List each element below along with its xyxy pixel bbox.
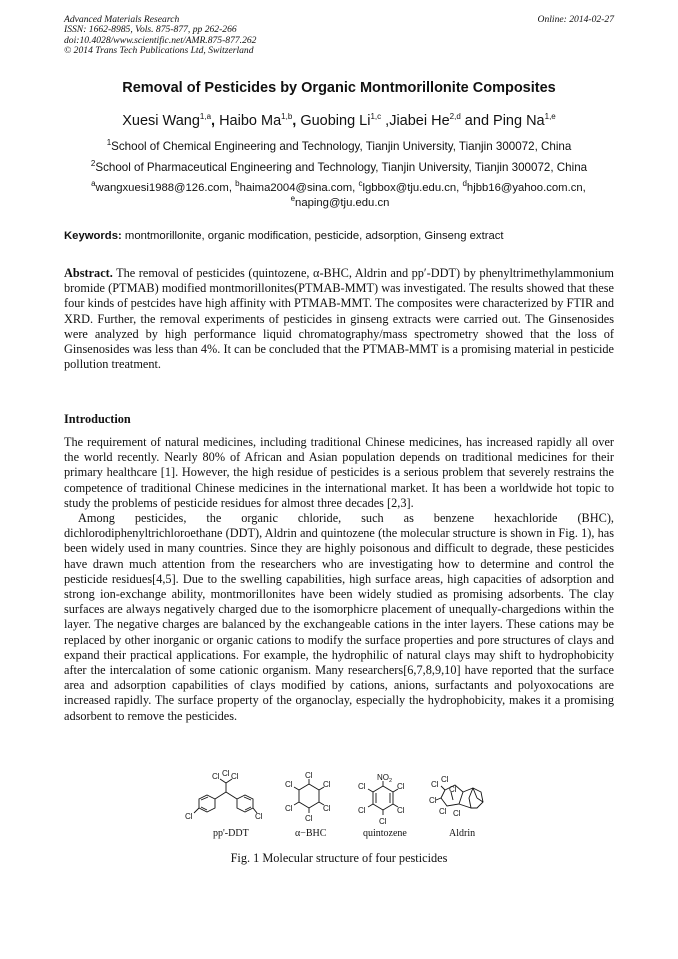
- section-heading-introduction: Introduction: [64, 412, 131, 426]
- atom-label: Cl: [397, 782, 405, 791]
- atom-label: Cl: [285, 804, 293, 813]
- keywords-label: Keywords:: [64, 230, 122, 242]
- atom-label: Cl: [397, 806, 405, 815]
- atom-label: Cl: [305, 771, 313, 780]
- paragraph: Among pesticides, the organic chloride, such as benzene hexachloride (BHC), dichlorodiphenyltrichloroethane (DDT), Aldrin and quintozene (the molecular structure is shown in Fig. 1), has been widely used in many countries. Since they are highly poisonous and difficult to degrade, these pesticides have drawn much attention from the researchers who are investigating how to determine and control the pesticide residues[4,5]. Due to the swelling capabilities, high surface areas, high capacities of adsorption and strong ion-exchange ability, montmorillonites have been widely studied as promising adsorbents. The clay surfaces are always negatively charged due to the isomorphicre placement of unequally-chargedions within the layer. The negative charges are balanced by the exchangeable cations in the inter layers. These cations may be replaced by other inorganic or organic cations to modify the surface properties and pore structures of clays and expand their practical applications. For example, the hydrophilic of natural clays may shift to hydrophobicity after the intercalation of some cationic organism. Many researchers[6,7,8,9,10] have reported that the surface area and adsorption capabilities of clays modified by cations, anions, surfactants and polyoxocations are increased rapidly. The surface property of the organoclay, especially the hydrophobicity, makes it a promising adsorbent to remove the pesticides.: [64, 511, 614, 723]
- email-mark: d: [462, 179, 467, 189]
- abstract: [64, 266, 614, 372]
- journal-header: [64, 15, 256, 57]
- email-list: [70, 181, 610, 211]
- atom-label: Cl: [323, 780, 331, 789]
- email-mark: e: [290, 194, 296, 204]
- email-mark: a: [91, 179, 96, 189]
- atom-label: Cl: [429, 796, 437, 805]
- email-address[interactable]: lgbbox@tju.edu.cn,: [362, 182, 463, 194]
- atom-label: Cl: [305, 814, 313, 823]
- issn-line: ISSN: 1662-8985, Vols. 875-877, pp 262-266: [64, 24, 237, 36]
- affiliation-2: [0, 161, 678, 174]
- email-mark: b: [235, 179, 240, 189]
- paragraph: The requirement of natural medicines, including traditional Chinese medicines, has increased rapidly all over the world recently. Nearly 80% of African and Asian population depends on traditional medicines for their primary healthcare [1]. However, the high residue of pesticides is a serious problem that severely restrains the competence of traditional Chinese medicines in the international market. It has been a worldwide hot topic to study the problems of pesticide residues for almost three decades [2,3].: [64, 435, 614, 510]
- aldrin-structure-image: [429, 770, 495, 828]
- copyright-line: © 2014 Trans Tech Publications Ltd, Switzerland: [64, 45, 254, 57]
- quintozene-structure-image: [355, 770, 411, 828]
- atom-label: Cl: [231, 772, 239, 781]
- keywords-line: [64, 230, 614, 242]
- author-name: Guobing Li: [300, 113, 371, 129]
- journal-name: Advanced Materials Research: [64, 14, 180, 25]
- author-name: Jiabei He: [389, 113, 450, 129]
- keywords-text: montmorillonite, organic modification, pesticide, adsorption, Ginseng extract: [121, 230, 504, 242]
- atom-label: Cl: [441, 775, 449, 784]
- atom-label: Cl: [358, 806, 366, 815]
- molecule-label: quintozene: [363, 828, 407, 839]
- online-date: Online: 2014-02-27: [537, 14, 614, 25]
- abstract-text: The removal of pesticides (quintozene, α-BHC, Aldrin and pp′-DDT) by phenyltrimethylammonium bromide (PTMAB) modified montmorillonites(PTMAB-MMT) was investigated. The results showed that these four kinds of pestcides have high affinity with PTMAB-MMT. The composites were characterized by FTIR and XRD. Further, the removal experiments of pesticides in ginseng extracts were carried out. The Ginsenosides were analyzed by high performance liquid chromatography/mass spectrometry showed that the loss of Ginsenosides was less than 4%. It can be concluded that the PTMAB-MMT is a promising material in pesticide pollution treatment.: [64, 266, 614, 372]
- bhc-structure-image: [283, 770, 335, 828]
- paper-title: Removal of Pesticides by Organic Montmorillonite Composites: [122, 80, 556, 96]
- atom-label: Cl: [285, 780, 293, 789]
- email-address[interactable]: haima2004@sina.com,: [239, 182, 359, 194]
- affiliation-number: 2: [90, 159, 96, 169]
- atom-label: Cl: [212, 772, 220, 781]
- atom-label: Cl: [255, 812, 263, 821]
- atom-label: $NO_2$: [377, 773, 393, 784]
- author-separator: ,: [381, 113, 390, 129]
- atom-label: Cl: [323, 804, 331, 813]
- atom-label: Cl: [431, 780, 439, 789]
- author-separator: and: [460, 113, 494, 129]
- email-address[interactable]: naping@tju.edu.cn: [295, 197, 390, 209]
- molecule-label: α−BHC: [295, 828, 327, 839]
- author-name: Ping Na: [493, 113, 545, 129]
- author-affiliation-mark: 2,d: [449, 112, 461, 122]
- author-list: [0, 113, 678, 129]
- author-affiliation-mark: 1,e: [544, 112, 556, 122]
- affiliation-text: School of Pharmaceutical Engineering and Technology, Tianjin University, Tianjin 300072, China: [95, 161, 588, 174]
- ddt-structure-image: [185, 770, 267, 828]
- affiliation-number: 1: [106, 138, 112, 148]
- atom-label: Cl: [449, 785, 457, 794]
- author-affiliation-mark: 1,c: [370, 112, 382, 122]
- molecule-label: pp'-DDT: [213, 828, 249, 839]
- email-mark: c: [358, 179, 363, 189]
- affiliation-text: School of Chemical Engineering and Technology, Tianjin University, Tianjin 300072, China: [111, 140, 572, 153]
- author-separator: ,: [211, 113, 220, 129]
- email-address[interactable]: hjbb16@yahoo.com.cn,: [466, 182, 589, 194]
- abstract-label: Abstract.: [64, 266, 113, 280]
- introduction-body: [64, 435, 614, 724]
- email-address[interactable]: wangxuesi1988@126.com,: [95, 182, 236, 194]
- author-separator: ,: [292, 113, 301, 129]
- author-affiliation-mark: 1,a: [199, 112, 212, 122]
- author-name: Haibo Ma: [219, 113, 282, 129]
- atom-label: Cl: [379, 817, 387, 826]
- atom-label: Cl: [222, 770, 230, 778]
- atom-label: Cl: [185, 812, 193, 821]
- molecule-label: Aldrin: [449, 828, 476, 839]
- author-affiliation-mark: 1,b: [281, 112, 293, 122]
- atom-label: Cl: [453, 809, 461, 818]
- affiliation-1: [0, 140, 678, 153]
- atom-label: Cl: [439, 807, 447, 816]
- doi-line: doi:10.4028/www.scientific.net/AMR.875-877.262: [64, 34, 257, 46]
- figure-caption: Fig. 1 Molecular structure of four pesticides: [230, 851, 448, 865]
- author-name: Xuesi Wang: [122, 113, 200, 129]
- atom-label: Cl: [358, 782, 366, 791]
- figure-1: [185, 770, 495, 842]
